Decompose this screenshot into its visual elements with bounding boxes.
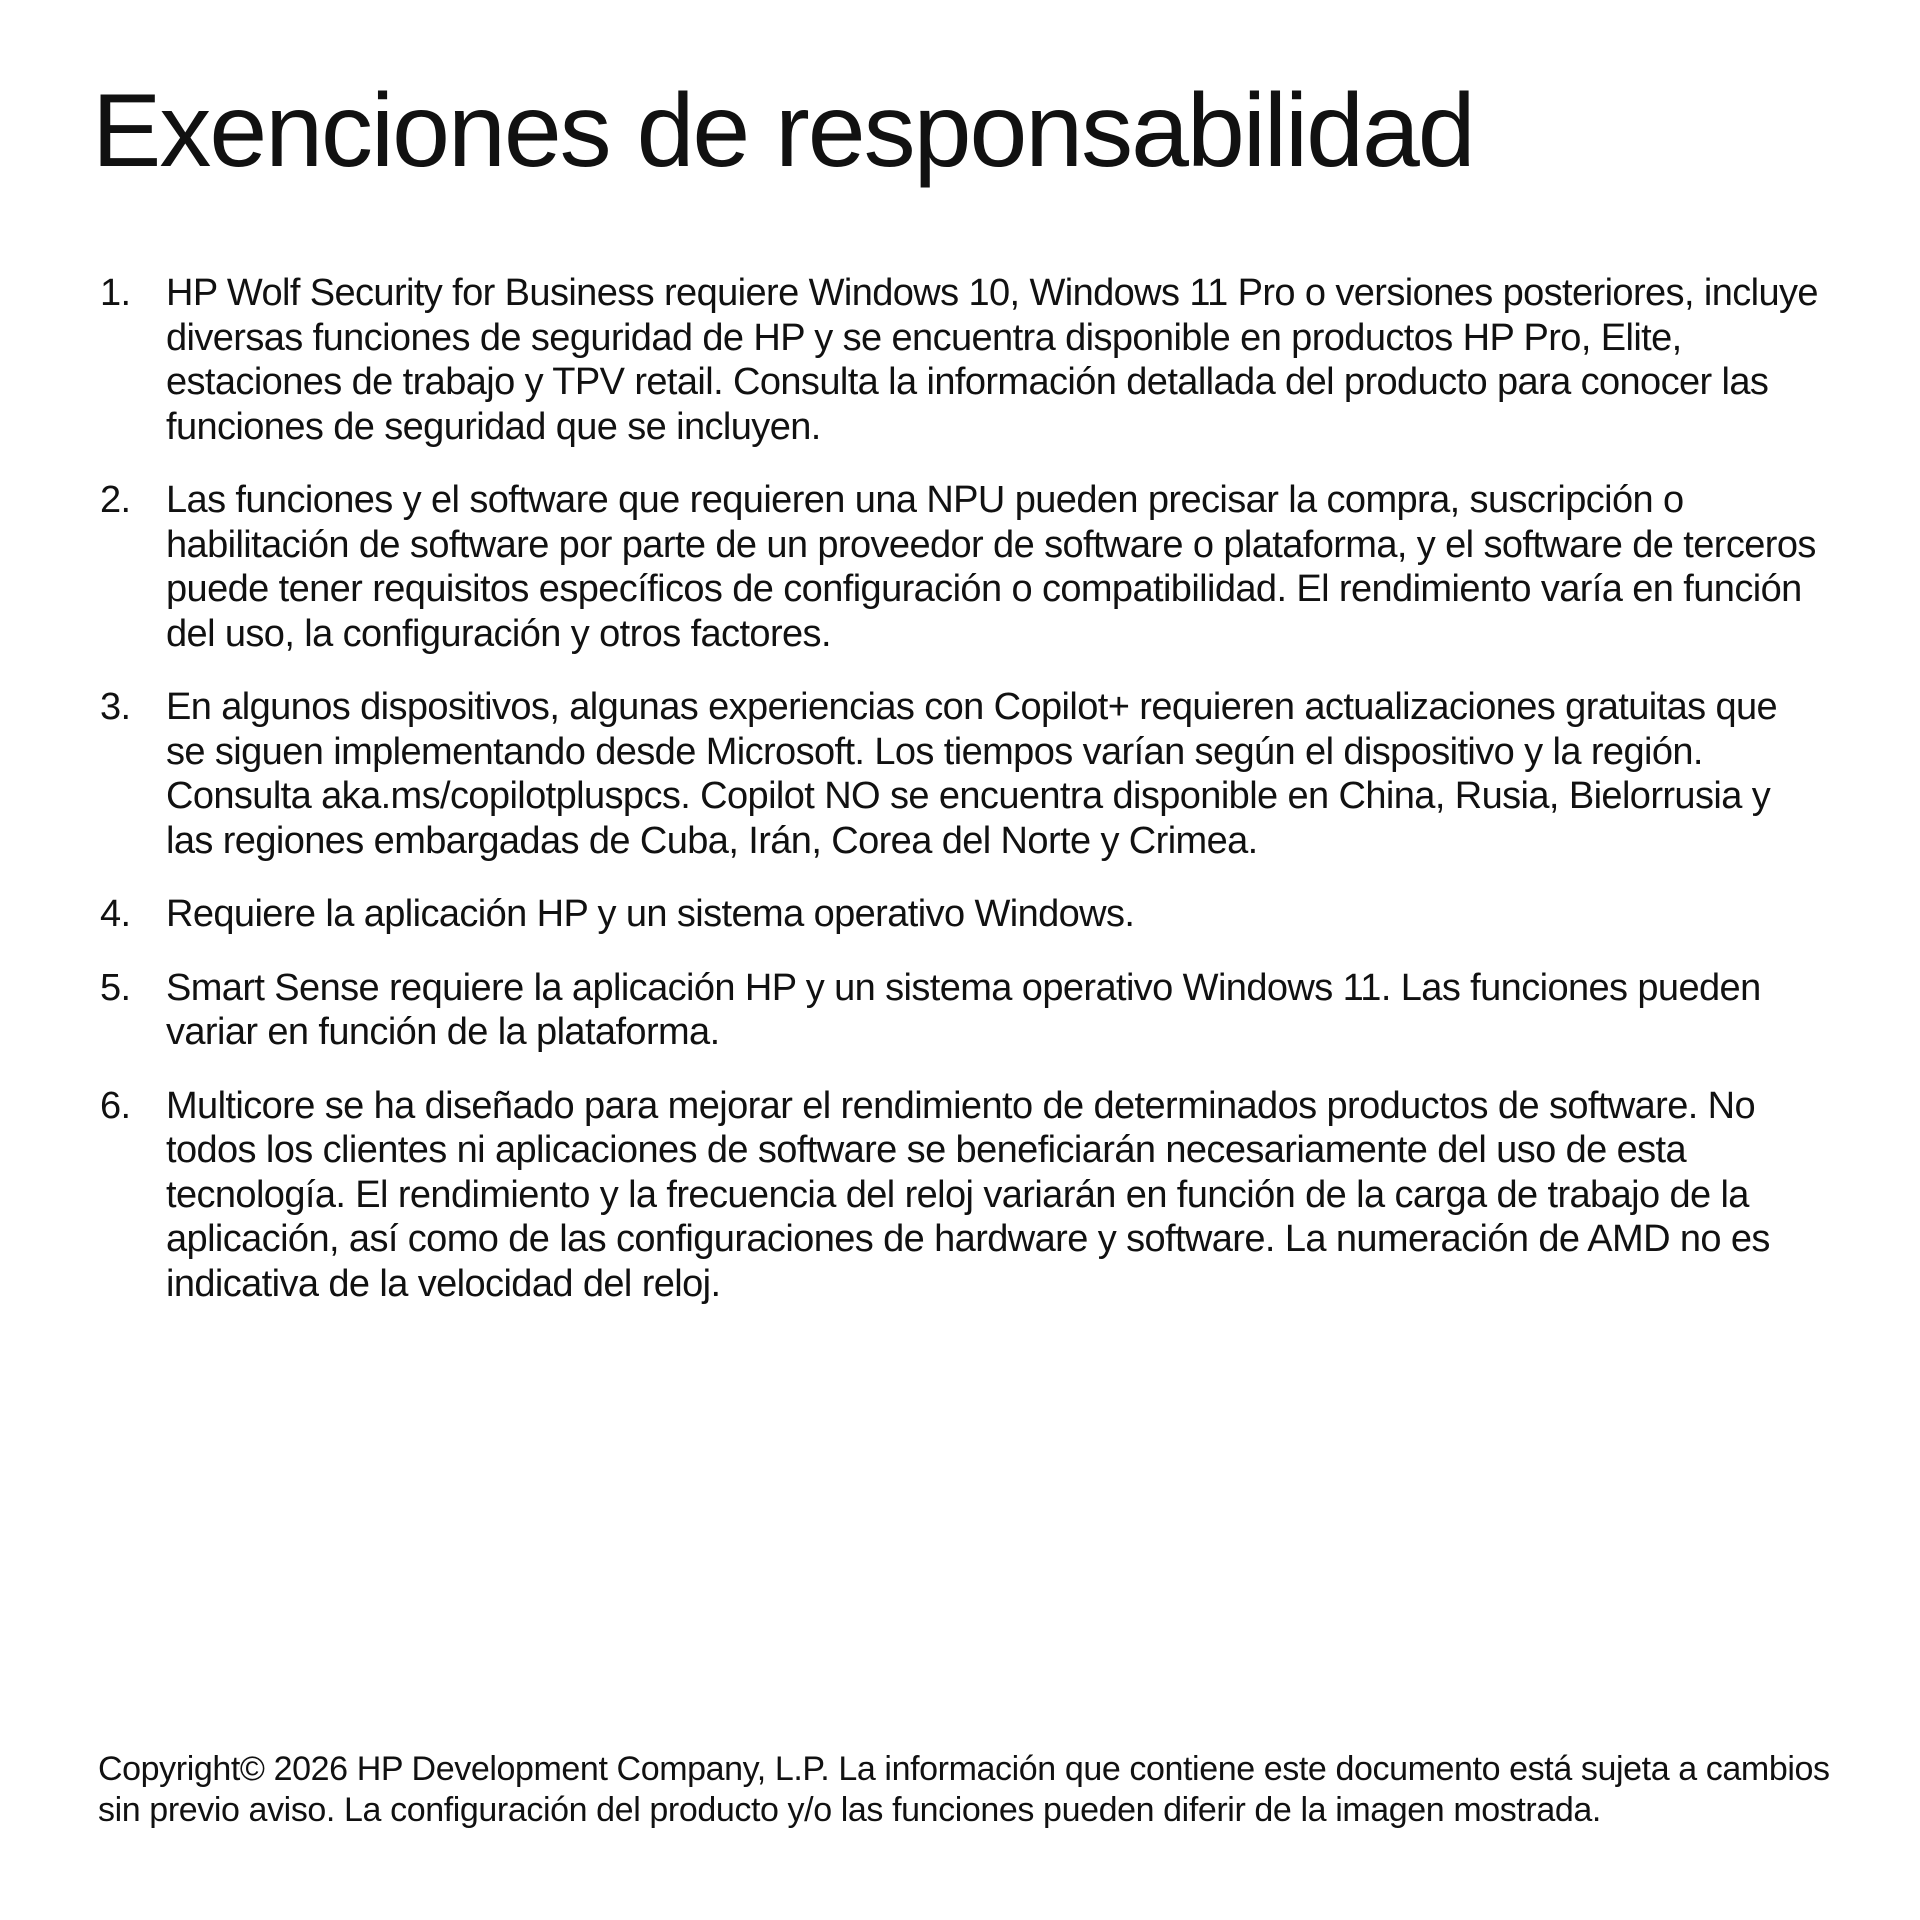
copyright-notice: Copyright© 2026 HP Development Company, L.P. La información que contiene este documento está sujeta a cambios sin previo aviso. La configuración del producto y/o las funciones pueden diferir de la imagen mostrada. [98,1750,1830,1829]
page-title: Exenciones de responsabilidad [92,73,1474,189]
item-text: Multicore se ha diseñado para mejorar el rendimiento de determinados productos de software. No todos los clientes ni aplicaciones de software se beneficiarán necesariamente del uso de esta tecnología. El rendimiento y la frecuencia del reloj variarán en función de la carga de trabajo de la aplicación, así como de las configuraciones de hardware y software. La numeración de AMD no es indicativa de la velocidad del reloj. [166,1084,1770,1305]
item-number: 4. [100,893,131,935]
disclaimer-item [100,478,1820,656]
disclaimer-item [100,271,1820,449]
disclaimer-item [100,892,1820,937]
item-number: 5. [100,966,131,1009]
disclaimer-item [100,685,1820,863]
disclaimer-item [100,1084,1820,1307]
item-number: 3. [100,686,131,728]
item-text: HP Wolf Security for Business requiere Windows 10, Windows 11 Pro o versiones posteriores, incluye diversas funciones de seguridad de HP y se encuentra disponible en productos HP Pro, Elite, estaciones de trabajo y TPV retail. Consulta la información detallada del producto para conocer las funciones de seguridad que se incluyen. [166,272,1818,448]
item-text: Requiere la aplicación HP y un sistema operativo Windows. [166,893,1135,935]
disclaimer-item [100,966,1820,1055]
disclaimer-list [100,271,1820,1335]
item-text: Las funciones y el software que requieren una NPU pueden precisar la compra, suscripción o habilitación de software por parte de un proveedor de software o plataforma, y el software de terceros puede tener requisitos específicos de configuración o compatibilidad. El rendimiento varía en función del uso, la configuración y otros factores. [166,479,1816,655]
item-number: 2. [100,479,131,521]
item-number: 1. [100,272,131,314]
item-number: 6. [100,1084,131,1127]
item-text: Smart Sense requiere la aplicación HP y un sistema operativo Windows 11. Las funciones pueden variar en función de la plataforma. [166,966,1761,1053]
item-text: En algunos dispositivos, algunas experiencias con Copilot+ requieren actualizaciones gratuitas que se siguen implementando desde Microsoft. Los tiempos varían según el dispositivo y la región. Consulta aka.ms/copilotpluspcs. Copilot NO se encuentra disponible en China, Rusia, Bielorrusia y las regiones embargadas de Cuba, Irán, Corea del Norte y Crimea. [166,686,1778,862]
